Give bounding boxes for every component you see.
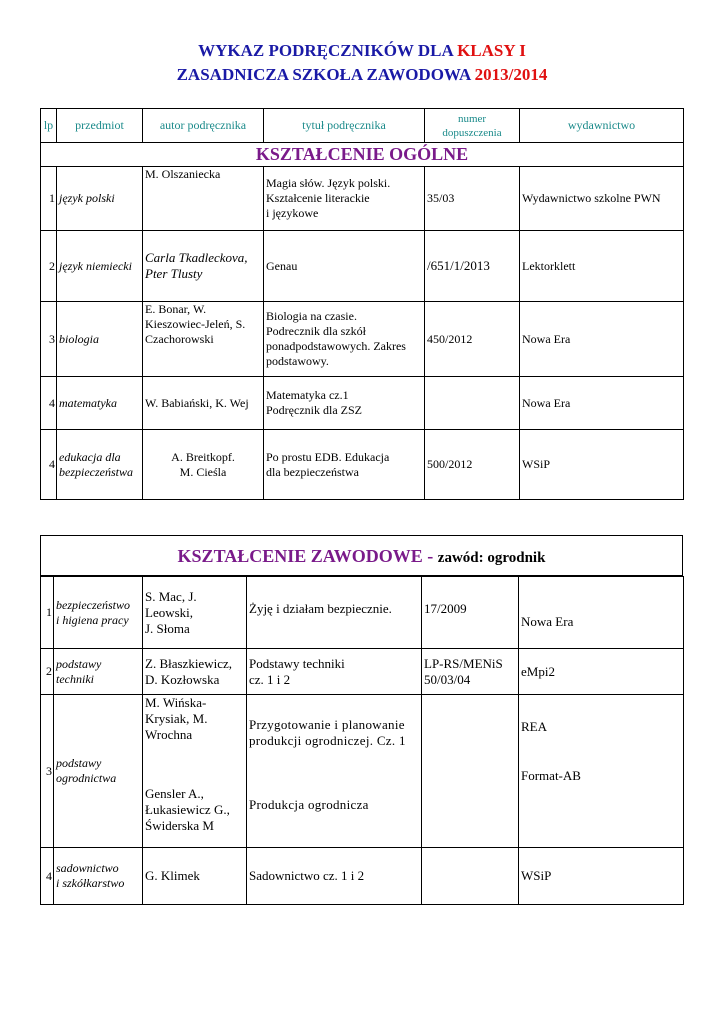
header-author: autor podręcznika	[143, 109, 264, 143]
cell-line: ogrodnictwa	[56, 771, 117, 785]
cell-line: Nowa Era	[522, 331, 571, 346]
cell-line: Carla Tkadleckova,	[145, 250, 248, 265]
cell-line: Nowa Era	[522, 395, 571, 410]
cell-line: cz. 1 i 2	[249, 671, 291, 687]
cell-line: /651/1/2013	[427, 258, 490, 273]
number-cell	[425, 377, 520, 430]
header-lp: lp	[41, 109, 57, 143]
cell-line: dla bezpieczeństwa	[266, 464, 359, 479]
publisher-b: Format-AB	[521, 768, 581, 783]
cell-line: i szkółkarstwo	[56, 876, 125, 890]
cell-line: Podręcznik dla ZSZ	[266, 403, 362, 417]
author-cell	[143, 577, 247, 649]
lp-cell: 3	[41, 695, 54, 848]
book-title-cell	[264, 430, 425, 500]
publisher-cell	[520, 377, 684, 430]
cell-line: Leowski,	[145, 604, 194, 620]
general-education-table	[40, 108, 684, 500]
lp-cell: 2	[41, 231, 57, 302]
publisher-cell	[520, 430, 684, 500]
cell-line: 35/03	[427, 191, 455, 205]
publisher-cell	[520, 302, 684, 377]
subject-cell	[54, 649, 143, 695]
cell-line: Żyję i działam bezpiecznie.	[249, 601, 392, 616]
publisher-cell	[519, 649, 684, 695]
cell-line: bezpieczeństwo	[56, 597, 130, 612]
table-row	[41, 577, 684, 649]
cell-line: Czachorowski	[145, 332, 214, 346]
header-subject: przedmiot	[57, 109, 143, 143]
book-title-cell	[247, 649, 422, 695]
author-cell	[143, 649, 247, 695]
cell-line: Matematyka cz.1	[266, 388, 349, 402]
table-row	[41, 377, 684, 430]
number-cell	[425, 302, 520, 377]
number-cell	[422, 848, 519, 905]
table-row	[41, 430, 684, 500]
number-cell	[422, 649, 519, 695]
subject-cell	[57, 377, 143, 430]
subject-cell	[57, 302, 143, 377]
cell-line: ponadpodstawowych. Zakres	[266, 339, 406, 353]
cell-line: LP-RS/MENiS	[424, 655, 503, 671]
cell-line: WSiP	[522, 457, 551, 471]
cell-line: Świderska M	[145, 818, 214, 833]
subject-cell	[54, 848, 143, 905]
general-rows	[41, 167, 684, 500]
lp-cell: 4	[41, 848, 54, 905]
subject-cell	[54, 695, 143, 848]
book-title-cell	[264, 167, 425, 231]
table-row	[41, 695, 684, 848]
cell-line: język polski	[59, 191, 115, 205]
cell-line: podstawy	[56, 756, 102, 770]
cell-line: Sadownictwo cz. 1 i 2	[249, 868, 365, 883]
cell-line: Łukasiewicz G.,	[145, 802, 230, 817]
publisher-cell	[520, 231, 684, 302]
book-title-cell	[264, 302, 425, 377]
cell-line: bezpieczeństwa	[59, 464, 133, 479]
lp-cell: 4	[41, 377, 57, 430]
cell-line: Magia słów. Język polski.	[266, 176, 391, 190]
author-block-a	[145, 695, 244, 743]
cell-line: G. Klimek	[145, 868, 200, 883]
cell-line: S. Mac, J.	[145, 588, 197, 604]
author-cell	[143, 430, 264, 500]
book-title-cell	[264, 377, 425, 430]
author-cell	[143, 302, 264, 377]
cell-line: WSiP	[521, 868, 552, 883]
number-cell	[425, 231, 520, 302]
cell-line: Produkcja ogrodnicza	[249, 797, 369, 812]
author-block-b	[145, 786, 244, 834]
cell-line: Kształcenie literackie	[266, 191, 370, 205]
cell-line: i językowe	[266, 206, 319, 220]
vocational-table	[40, 576, 684, 905]
cell-line: eMpi2	[521, 663, 555, 679]
cell-line: biologia	[59, 331, 100, 346]
cell-line: Podstawy techniki	[249, 655, 345, 671]
cell-line: Gensler A.,	[145, 786, 204, 801]
table-row	[41, 302, 684, 377]
book-title-a	[249, 717, 419, 749]
table-row	[41, 167, 684, 231]
number-cell	[425, 167, 520, 231]
cell-line: Biologia na czasie.	[266, 309, 357, 323]
number-cell	[422, 577, 519, 649]
author-cell	[143, 167, 264, 231]
cell-line: Pter Tlusty	[145, 266, 203, 281]
header-book-title: tytuł podręcznika	[264, 109, 425, 143]
book-title-cell	[247, 848, 422, 905]
cell-line: E. Bonar, W.	[145, 302, 207, 316]
author-cell	[143, 377, 264, 430]
subject-cell	[54, 577, 143, 649]
cell-line: Kieszowiec-Jeleń, S.	[145, 317, 246, 331]
book-title-b	[249, 797, 419, 813]
lp-cell: 3	[41, 302, 57, 377]
cell-line: M. Wińska-	[145, 695, 207, 710]
cell-line: Krysiak, M.	[145, 711, 208, 726]
header-publisher: wydawnictwo	[520, 109, 684, 143]
cell-line: 50/03/04	[424, 671, 471, 687]
cell-line: Po prostu EDB. Edukacja	[266, 449, 390, 464]
author-cell	[143, 695, 247, 848]
author-cell	[143, 848, 247, 905]
cell-line: J. Słoma	[145, 620, 190, 636]
cell-line: Genau	[266, 258, 298, 273]
cell-line: Lektorklett	[522, 258, 576, 273]
cell-line: Podrecznik dla szkół	[266, 324, 366, 338]
lp-cell: 2	[41, 649, 54, 695]
publisher-cell	[520, 167, 684, 231]
cell-line: Przygotowanie i planowanie	[249, 717, 405, 732]
subject-cell	[57, 167, 143, 231]
cell-line: 500/2012	[427, 457, 473, 471]
book-title-cell	[264, 231, 425, 302]
number-cell	[425, 430, 520, 500]
cell-line: D. Kozłowska	[145, 671, 220, 687]
cell-line: język niemiecki	[59, 258, 132, 273]
cell-line: W. Babiański, K. Wej	[145, 395, 249, 410]
book-title-cell	[247, 577, 422, 649]
cell-line: M. Olszaniecka	[145, 167, 221, 181]
lp-cell: 4	[41, 430, 57, 500]
lp-cell: 1	[41, 577, 54, 649]
table-row	[41, 649, 684, 695]
number-cell	[422, 695, 519, 848]
cell-line: i higiena pracy	[56, 612, 129, 627]
subject-cell	[57, 430, 143, 500]
cell-line: M. Cieśla	[179, 464, 227, 479]
section-title-vocational: KSZTAŁCENIE ZAWODOWE - zawód: ogrodnik	[40, 535, 683, 576]
section-title-general: KSZTAŁCENIE OGÓLNE	[41, 143, 684, 167]
cell-line: sadownictwo	[56, 861, 119, 875]
section-row-general	[41, 143, 684, 167]
cell-line: produkcji ogrodniczej. Cz. 1	[249, 733, 406, 748]
cell-line: Z. Błaszkiewicz,	[145, 655, 232, 671]
table-row	[41, 848, 684, 905]
cell-line: edukacja dla	[59, 449, 121, 464]
cell-line: podstawy	[56, 656, 102, 671]
publisher-a: REA	[521, 719, 547, 734]
book-title-cell	[247, 695, 422, 848]
subject-cell	[57, 231, 143, 302]
cell-line: A. Breitkopf.	[171, 449, 235, 464]
cell-line: 450/2012	[427, 331, 473, 346]
cell-line: Nowa Era	[521, 613, 574, 629]
cell-line: 17/2009	[424, 601, 467, 616]
publisher-cell	[519, 848, 684, 905]
cell-line: Wydawnictwo szkolne PWN	[522, 191, 661, 205]
cell-line: matematyka	[59, 395, 117, 410]
document-title-line1: WYKAZ PODRĘCZNIKÓW DLA KLASY I	[198, 41, 526, 60]
publisher-cell	[519, 577, 684, 649]
cell-line: techniki	[56, 671, 94, 686]
author-cell	[143, 231, 264, 302]
publisher-cell	[519, 695, 684, 848]
document-title-line2: ZASADNICZA SZKOŁA ZAWODOWA 2013/2014	[176, 65, 548, 84]
table-row	[41, 231, 684, 302]
vocational-rows	[41, 577, 684, 905]
header-number: numer dopuszczenia	[425, 109, 520, 143]
table-header-row	[41, 109, 684, 143]
cell-line: Wrochna	[145, 727, 193, 742]
cell-line: podstawowy.	[266, 354, 329, 368]
lp-cell: 1	[41, 167, 57, 231]
